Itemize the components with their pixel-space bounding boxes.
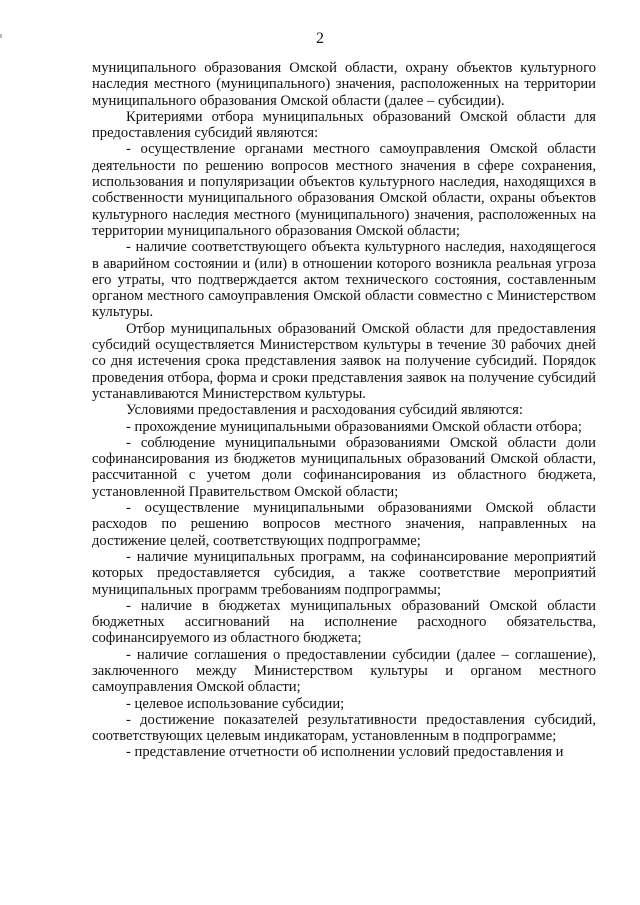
paragraph-continuation: муниципального образования Омской области, охрану объектов культурного наследия местного (муниципального) значения, расположенных на территории муниципального образования Омской области (далее – субсидии). <box>92 60 596 109</box>
list-item-condition: - наличие в бюджетах муниципальных образований Омской области бюджетных ассигнований на исполнение расходного обязательства, софинансируемого из областного бюджета; <box>92 597 596 647</box>
list-item-condition: - наличие соглашения о предоставлении субсидии (далее – соглашение), заключенного между Министерством культуры и органом местного самоуправления Омской области; <box>92 646 596 696</box>
document-body <box>92 60 596 761</box>
page-number: 2 <box>316 30 324 47</box>
list-item-condition: - прохождение муниципальными образованиями Омской области отбора; <box>126 418 582 435</box>
paragraph-selection-procedure: Отбор муниципальных образований Омской области для предоставления субсидий осуществляется Министерством культуры в течение 30 рабочих дней со дня истечения срока представления заявок на получение субсидий. Порядок проведения отбора, форма и сроки представления заявок на получение субсидий устанавливаются Министерством культуры. <box>92 320 596 402</box>
list-item-criterion: - наличие соответствующего объекта культурного наследия, находящегося в аварийном состоянии и (или) в отношении которого возникла реальная угроза его утраты, что подтверждается актом технического состояния, составленным органом местного самоуправления Омской области совместно с Министерством культуры. <box>92 239 596 321</box>
list-item-condition: - соблюдение муниципальными образованиями Омской области доли софинансирования из бюджетов муниципальных образований Омской области, рассчитанной с учетом доли софинансирования из областного бюджета, установленной Правительством Омской области; <box>92 434 596 500</box>
list-item-condition: - осуществление муниципальными образованиями Омской области расходов по решению вопросов местного значения, направленных на достижение целей, соответствующих подпрограмме; <box>92 500 596 549</box>
paragraph-selection-criteria: Критериями отбора муниципальных образований Омской области для предоставления субсидий являются: <box>92 108 596 142</box>
list-item-condition: - представление отчетности об исполнении условий предоставления и <box>126 744 564 761</box>
paragraph-conditions: Условиями предоставления и расходования субсидий являются: <box>126 402 523 419</box>
list-item-condition: - достижение показателей результативности предоставления субсидий, соответствующих целевым индикаторам, установленным в подпрограмме; <box>92 711 596 745</box>
list-item-criterion: - осуществление органами местного самоуправления Омской области деятельности по решению вопросов местного значения в сфере сохранения, использования и популяризации объектов культурного наследия, находящихся в собственности муниципального образования Омской области, охраны объектов культурного наследия местного (муниципального) значения, расположенных на территории муниципального образования Омской области; <box>92 141 596 239</box>
list-item-condition: - целевое использование субсидии; <box>126 695 345 712</box>
list-item-condition: - наличие муниципальных программ, на софинансирование мероприятий которых предоставляется субсидия, а также соответствие мероприятий муниципальных программ требованиям подпрограммы; <box>92 548 596 598</box>
